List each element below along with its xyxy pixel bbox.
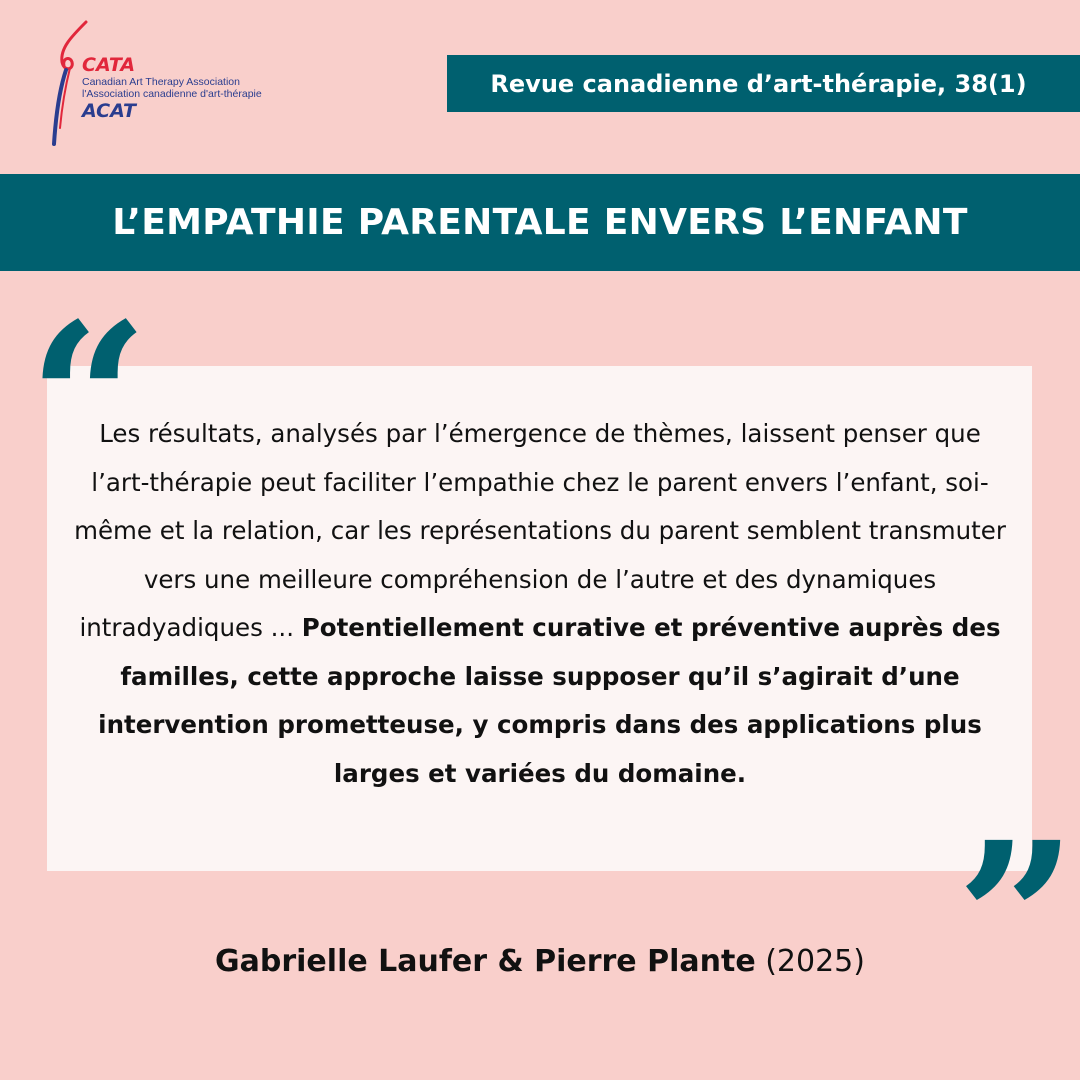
quote-bold-text: Potentiellement curative et préventive auprès des familles, cette approche laisse supposer qu’il s’agirait d’une intervention prometteuse, y compris dans des applications plus larges et variées du domaine. xyxy=(98,613,1001,788)
logo-acat-text: ACAT xyxy=(82,100,136,122)
close-quote-icon: ” xyxy=(956,796,1077,1043)
journal-label xyxy=(447,55,1080,112)
logo-cata-text: CATA xyxy=(82,54,136,76)
cata-acat-logo xyxy=(52,18,282,148)
attribution-authors: Gabrielle Laufer & Pierre Plante xyxy=(215,944,756,979)
page-title: L’EMPATHIE PARENTALE ENVERS L’ENFANT xyxy=(112,202,968,243)
journal-name: Revue canadienne d’art-thérapie, 38(1) xyxy=(490,69,1027,98)
logo-french-name: l'Association canadienne d'art-thérapie xyxy=(82,88,262,100)
attribution-year: (2025) xyxy=(755,944,865,979)
open-quote-icon: “ xyxy=(28,277,149,524)
quote-text xyxy=(70,410,1010,798)
logo-english-name: Canadian Art Therapy Association xyxy=(82,76,240,88)
quote-regular-text: Les résultats, analysés par l’émergence de thèmes, laissent penser que l’art-thérapie peut faciliter l’empathie chez le parent envers l’enfant, soi-même et la relation, car les représentations du parent semblent transmuter vers une meilleure compréhension de l’autre et des dynamiques intradyadiques ... xyxy=(74,419,1006,642)
attribution xyxy=(0,944,1080,979)
title-banner xyxy=(0,174,1080,271)
